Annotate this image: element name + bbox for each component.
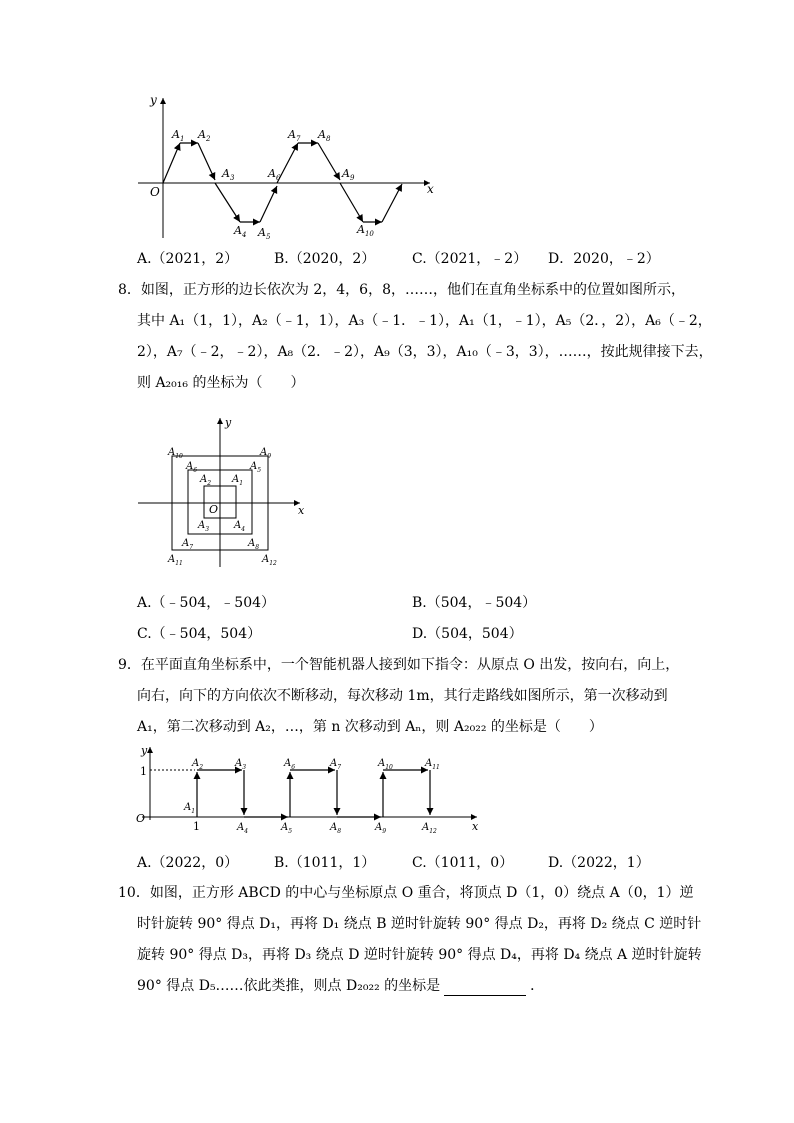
q7-label-a4: $A_4$ <box>234 224 247 239</box>
q7-label-a8: $A_8$ <box>318 128 331 143</box>
q8-point-labels <box>167 447 277 567</box>
q7-label-a7: $A_7$ <box>288 128 301 143</box>
svg-text:A12: $A_{12}$ <box>262 554 277 567</box>
q10-line-4 <box>137 976 544 996</box>
q10-line-4-text: 90° 得点 D₅……依此类推，则点 D₂₀₂₂ 的坐标是 <box>137 978 441 994</box>
svg-text:A3: $A_3$ <box>235 758 247 771</box>
q8-line-3: 2），A₇（﹣2，﹣2），A₈（2．﹣2），A₉（3，3），A₁₀（﹣3，3），……，按此规律接下去， <box>137 344 713 360</box>
q7-label-a9: $A_9$ <box>342 167 355 182</box>
svg-text:A8: $A_8$ <box>330 822 342 835</box>
q9-figure <box>132 742 492 837</box>
svg-text:A4: $A_4$ <box>237 822 249 835</box>
svg-text:A10: $A_{10}$ <box>168 447 183 460</box>
q7-label-a10: $A_{10}$ <box>357 223 374 238</box>
svg-text:A8: $A_8$ <box>248 538 260 551</box>
q9-origin: O <box>136 812 146 825</box>
svg-text:A2: $A_2$ <box>192 758 204 771</box>
q10-line-1: 10．如图，正方形 ABCD 的中心与坐标原点 O 重合，将顶点 D（1，0）绕点 A（0，1）逆 <box>118 885 694 901</box>
svg-text:A1: $A_1$ <box>184 802 196 815</box>
q8-option-b[interactable]: B.（504，﹣504） <box>412 595 537 611</box>
q7-label-a6: $A_6$ <box>268 167 281 182</box>
q9-line-1: 9．在平面直角坐标系中，一个智能机器人接到如下指令：从原点 O 出发，按向右，向上， <box>118 657 680 673</box>
svg-text:A7: $A_7$ <box>330 758 342 771</box>
q8-origin: O <box>209 503 219 516</box>
q8-axis-y: y <box>225 416 232 429</box>
q10-line-2: 时针旋转 90° 得点 D₁，再将 D₁ 绕点 B 逆时针旋转 90° 得点 D₂，再将 D₂ 绕点 C 逆时针 <box>137 916 702 932</box>
q8-line-2: 其中 A₁（1，1），A₂（﹣1，1），A₃（﹣1．﹣1），A₁（1，﹣1），A₅（2．，2），A₆（﹣2， <box>137 313 712 329</box>
q8-option-d[interactable]: D.（504，504） <box>412 626 523 642</box>
svg-text:A6: $A_6$ <box>186 461 198 474</box>
q8-axis-x: x <box>298 504 305 517</box>
q7-axis-x: x <box>427 182 434 196</box>
q9-line-2: 向右，向下的方向依次不断移动，每次移动 1m，其行走路线如图所示，第一次移动到 <box>137 688 668 704</box>
q10-line-3: 旋转 90° 得点 D₃，再将 D₃ 绕点 D 逆时针旋转 90° 得点 D₄，再将 D₄ 绕点 A 逆时针旋转 <box>137 947 702 963</box>
svg-text:A6: $A_6$ <box>284 758 296 771</box>
q9-axis-x: x <box>472 820 479 833</box>
q8-line-1: 8．如图，正方形的边长依次为 2，4，6，8，……，他们在直角坐标系中的位置如图所示， <box>118 282 685 298</box>
q9-line-3: A₁，第二次移动到 A₂，…，第 n 次移动到 Aₙ，则 A₂₀₂₂ 的坐标是（ ） <box>137 719 603 735</box>
q10-line-4-end: ． <box>530 978 545 994</box>
svg-text:A10: $A_{10}$ <box>378 758 393 771</box>
svg-text:A5: $A_5$ <box>250 461 262 474</box>
q7-axis-y: y <box>150 93 157 107</box>
svg-text:A5: $A_5$ <box>281 822 293 835</box>
svg-text:A9: $A_9$ <box>260 447 272 460</box>
q9-tick-x: 1 <box>193 820 200 833</box>
q9-option-a[interactable]: A.（2022，0） <box>137 855 239 871</box>
svg-text:A7: $A_7$ <box>182 538 194 551</box>
svg-text:A4: $A_4$ <box>234 520 246 533</box>
svg-text:A12: $A_{12}$ <box>422 822 437 835</box>
q7-label-a3: $A_3$ <box>222 167 235 182</box>
q8-option-c[interactable]: C.（﹣504，504） <box>137 626 262 642</box>
q9-option-d[interactable]: D.（2022，1） <box>548 855 650 871</box>
answer-blank[interactable] <box>444 981 526 996</box>
q7-option-c[interactable]: C.（2021，﹣2） <box>412 251 528 267</box>
q9-tick-y: 1 <box>140 765 147 778</box>
q7-label-a1: $A_1$ <box>172 128 185 143</box>
svg-text:A3: $A_3$ <box>198 520 210 533</box>
svg-text:A2: $A_2$ <box>200 474 212 487</box>
svg-text:A1: $A_1$ <box>232 474 244 487</box>
q7-option-a[interactable]: A.（2021，2） <box>137 251 239 267</box>
q7-option-b[interactable]: B.（2020，2） <box>274 251 376 267</box>
q7-label-a2: $A_2$ <box>198 128 211 143</box>
q9-option-c[interactable]: C.（1011，0） <box>412 855 514 871</box>
q9-option-b[interactable]: B.（1011，1） <box>274 855 376 871</box>
svg-text:A9: $A_9$ <box>375 822 387 835</box>
q7-option-d[interactable]: D．2020，﹣2） <box>548 251 660 267</box>
q7-point-labels <box>171 128 374 241</box>
q7-origin: O <box>150 185 160 199</box>
q8-line-4: 则 A₂₀₁₆ 的坐标为（ ） <box>137 375 305 391</box>
q7-label-a5: $A_5$ <box>258 226 271 241</box>
q9-axis-y: y <box>141 744 148 757</box>
svg-text:A11: $A_{11}$ <box>425 758 440 771</box>
q8-option-a[interactable]: A.（﹣504，﹣504） <box>137 595 276 611</box>
q7-figure <box>130 88 450 248</box>
svg-text:A11: $A_{11}$ <box>168 554 183 567</box>
q8-figure <box>138 412 318 572</box>
